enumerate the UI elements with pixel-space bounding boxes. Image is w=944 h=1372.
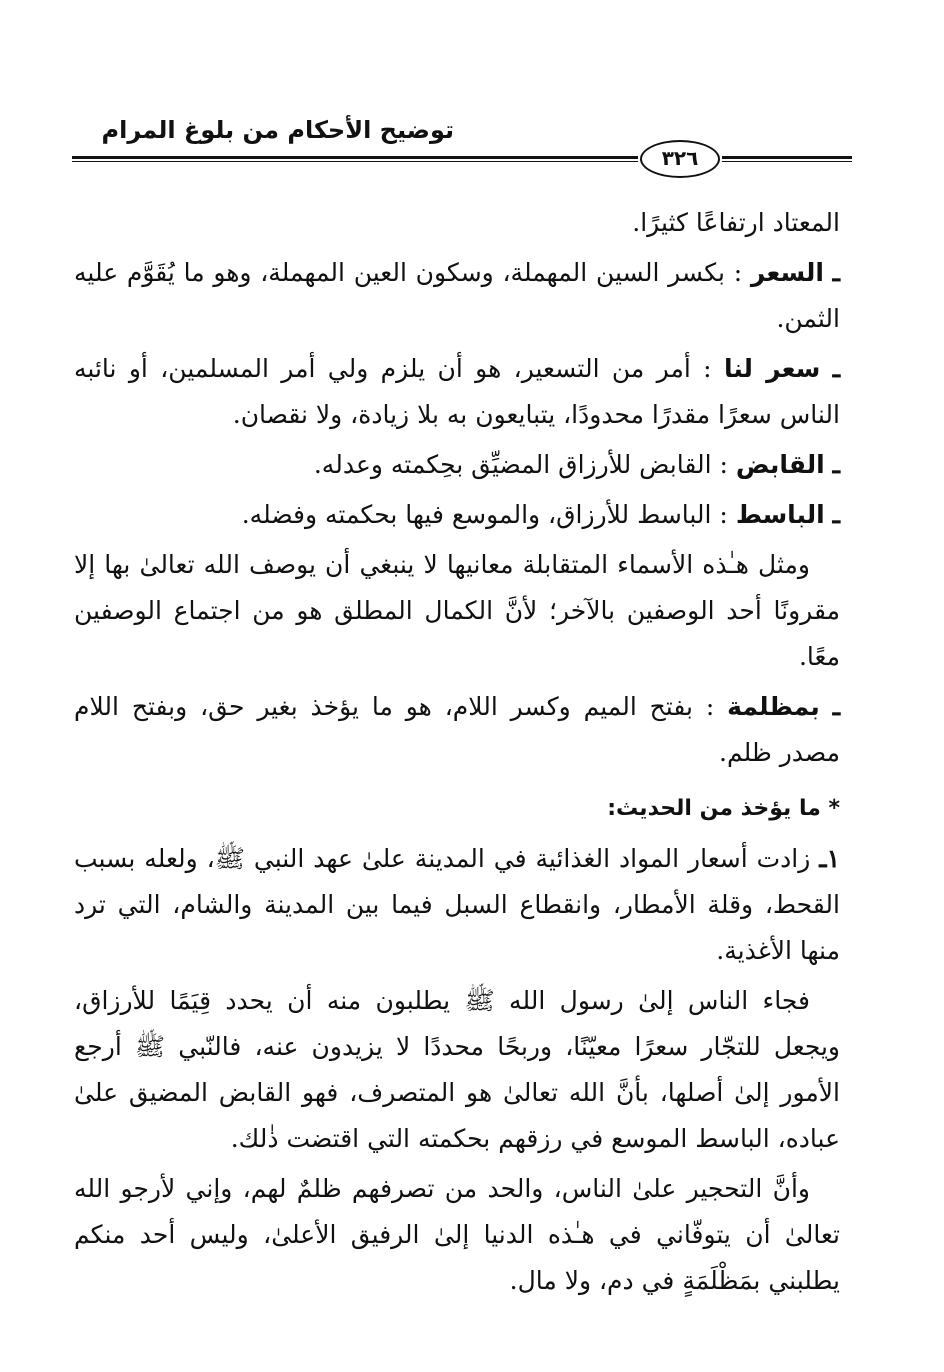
definition-text: : أمر من التسعير، هو أن يلزم ولي أمر المسلمين، أو نائبه الناس سعرًا مقدرًا محدودًا، يتبايعون به بلا زيادة، ولا نقصان. xyxy=(74,354,840,429)
definition-item xyxy=(74,346,840,438)
paragraph-text: وأنَّ التحجير علىٰ الناس، والحد من تصرفهم ظلمٌ لهم، وإني لأرجو الله تعالىٰ أن يتوفّاني في هـٰذه الدنيا إلىٰ الرفيق الأعلىٰ، وليس أحد منكم يطلبني بمَظْلَمَةٍ في دم، ولا مال. xyxy=(74,1174,840,1295)
commentary-paragraph xyxy=(74,542,840,680)
dash-marker: ـ xyxy=(832,692,841,721)
page-number: ٣٢٦ xyxy=(640,140,720,178)
definition-item xyxy=(74,492,840,538)
definition-term: بمظلمة xyxy=(727,692,820,721)
dash-marker: ـ xyxy=(832,500,840,529)
definition-text: : بفتح الميم وكسر اللام، هو ما يؤخذ بغير حق، وبفتح اللام مصدر ظلم. xyxy=(74,692,840,767)
dash-marker: ـ xyxy=(832,450,840,479)
header-rule-left xyxy=(72,156,638,159)
running-header xyxy=(72,110,852,190)
dash-marker: ـ xyxy=(832,258,840,287)
paragraph-text: فجاء الناس إلىٰ رسول الله ﷺ يطلبون منه أن يحدد قِيَمًا للأرزاق، ويجعل للتجّار سعرًا معيّنًا، وربحًا محددًا لا يزيدون عنه، فالنّبي ﷺ أرجع الأمور إلىٰ أصلها، بأنَّ الله تعالىٰ هو المتصرف، فهو القابض المضيق علىٰ عباده، الباسط الموسع في رزقهم بحكمته التي اقتضت ذٰلك. xyxy=(74,986,840,1153)
definition-term: الباسط xyxy=(735,500,825,529)
body-paragraph xyxy=(74,1166,840,1304)
page-body xyxy=(74,200,840,1304)
section-heading: * ما يؤخذ من الحديث: xyxy=(607,796,840,821)
body-paragraph xyxy=(74,978,840,1162)
point-text: زادت أسعار المواد الغذائية في المدينة علىٰ عهد النبي ﷺ، ولعله بسبب القحط، وقلة الأمطار، وانقطاع السبل فيما بين المدينة والشام، التي ترد منها الأغذية. xyxy=(74,844,840,965)
continuation-paragraph xyxy=(74,200,840,246)
header-rule-left-thin xyxy=(72,161,638,162)
definition-item xyxy=(74,442,840,488)
definition-term: سعر لنا xyxy=(723,354,821,383)
definition-item xyxy=(74,684,840,776)
definition-text: : بكسر السين المهملة، وسكون العين المهملة، وهو ما يُقَوَّم عليه الثمن. xyxy=(74,258,840,333)
definition-term: القابض xyxy=(735,450,825,479)
dash-marker: ـ xyxy=(832,354,841,383)
header-rule-right xyxy=(722,156,852,159)
point-number: ١ـ xyxy=(819,844,840,873)
paragraph-text: ومثل هـٰذه الأسماء المتقابلة معانيها لا ينبغي أن يوصف الله تعالىٰ بها إلا مقرونًا أحد الوصفين بالآخر؛ لأنَّ الكمال المطلق هو من اجتماع الوصفين معًا. xyxy=(74,550,840,671)
numbered-point xyxy=(74,836,840,974)
definition-term: السعر xyxy=(750,258,824,287)
book-title: توضيح الأحكام من بلوغ المرام xyxy=(101,116,454,144)
definition-item xyxy=(74,250,840,342)
definition-text: : القابض للأرزاق المضيِّق بحِكمته وعدله. xyxy=(313,450,728,479)
paragraph-text: المعتاد ارتفاعًا كثيرًا. xyxy=(632,208,840,237)
definition-text: : الباسط للأرزاق، والموسع فيها بحكمته وفضله. xyxy=(241,500,728,529)
header-rule-right-thin xyxy=(722,161,852,162)
